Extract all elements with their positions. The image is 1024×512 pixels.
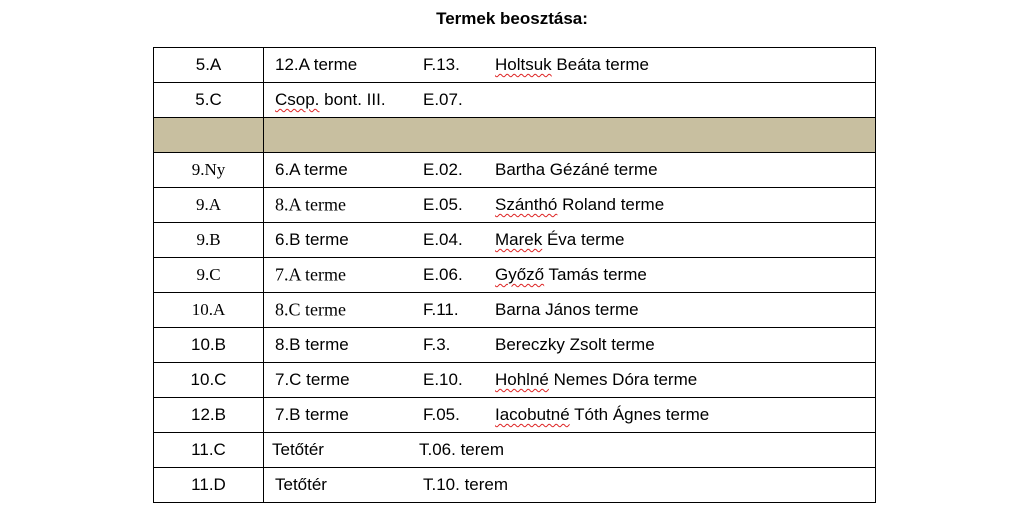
room-code: E.05. bbox=[423, 195, 463, 214]
room-cell bbox=[264, 468, 876, 503]
teacher-room bbox=[495, 405, 709, 425]
teacher-rest: Tamás terme bbox=[544, 265, 647, 284]
room-code: E.02. bbox=[423, 160, 463, 179]
room-name: 7.C terme bbox=[275, 370, 350, 389]
room-code: F.3. bbox=[423, 335, 451, 354]
table-row bbox=[154, 153, 876, 188]
table-row bbox=[154, 223, 876, 258]
room-name-part: Csop. bbox=[275, 90, 320, 109]
class-cell: 12.B bbox=[154, 398, 264, 433]
class-cell: 9.Ny bbox=[154, 153, 264, 188]
class-cell: 9.A bbox=[154, 188, 264, 223]
table-row bbox=[154, 48, 876, 83]
room-name: 12.A terme bbox=[275, 55, 358, 74]
room-name: Tetőtér bbox=[272, 440, 324, 459]
room-name-rest: bont. III. bbox=[319, 90, 386, 109]
room-cell bbox=[264, 83, 876, 118]
class-cell bbox=[154, 118, 264, 153]
teacher-room bbox=[495, 370, 697, 390]
room-name: 6.A terme bbox=[275, 160, 348, 179]
teacher-rest: Éva terme bbox=[542, 230, 625, 249]
room-name: 8.A terme bbox=[275, 194, 346, 215]
teacher-room bbox=[495, 55, 649, 75]
class-cell: 5.A bbox=[154, 48, 264, 83]
room-name bbox=[275, 90, 386, 110]
class-cell: 10.C bbox=[154, 363, 264, 398]
room-name: 6.B terme bbox=[275, 230, 349, 249]
teacher-room: Barna János terme bbox=[495, 300, 639, 319]
room-code: F.13. bbox=[423, 55, 460, 74]
room-cell bbox=[264, 258, 876, 293]
table-row bbox=[154, 258, 876, 293]
table-row bbox=[154, 293, 876, 328]
room-cell bbox=[264, 188, 876, 223]
room-cell bbox=[264, 118, 876, 153]
table-row bbox=[154, 363, 876, 398]
room-code: E.04. bbox=[423, 230, 463, 249]
room-code: E.07. bbox=[423, 90, 463, 109]
room-cell bbox=[264, 398, 876, 433]
teacher-room bbox=[495, 230, 624, 250]
room-name: 8.B terme bbox=[275, 335, 349, 354]
room-code: T.10. terem bbox=[423, 475, 509, 494]
teacher-rest: Beáta terme bbox=[551, 55, 650, 74]
table-row bbox=[154, 188, 876, 223]
teacher-surname: Győző bbox=[495, 265, 545, 284]
teacher-surname: Iacobutné bbox=[495, 405, 570, 424]
room-name: 7.B terme bbox=[275, 405, 349, 424]
room-cell bbox=[264, 363, 876, 398]
room-assignment-table bbox=[153, 47, 876, 503]
teacher-room: Bereczky Zsolt terme bbox=[495, 335, 655, 354]
room-code: E.06. bbox=[423, 265, 463, 284]
teacher-surname: Szánthó bbox=[495, 195, 558, 214]
room-code: E.10. bbox=[423, 370, 463, 389]
separator-row bbox=[154, 118, 876, 153]
page-title: Termek beosztása: bbox=[436, 9, 588, 28]
table-row bbox=[154, 83, 876, 118]
room-code: F.11. bbox=[423, 300, 459, 319]
class-cell: 10.A bbox=[154, 293, 264, 328]
teacher-rest: Tóth Ágnes terme bbox=[569, 405, 710, 424]
table-row bbox=[154, 398, 876, 433]
room-cell bbox=[264, 48, 876, 83]
teacher-room: Bartha Gézáné terme bbox=[495, 160, 658, 179]
teacher-surname: Marek bbox=[495, 230, 543, 249]
teacher-rest: Nemes Dóra terme bbox=[548, 370, 698, 389]
room-cell bbox=[264, 223, 876, 258]
class-cell: 11.D bbox=[154, 468, 264, 503]
room-name: Tetőtér bbox=[275, 475, 327, 494]
room-cell bbox=[264, 153, 876, 188]
room-name: 7.A terme bbox=[275, 264, 346, 285]
class-cell: 10.B bbox=[154, 328, 264, 363]
table-row bbox=[154, 433, 876, 468]
class-cell: 11.C bbox=[154, 433, 264, 468]
teacher-room bbox=[495, 195, 664, 215]
class-cell: 5.C bbox=[154, 83, 264, 118]
table-row bbox=[154, 468, 876, 503]
room-cell bbox=[264, 293, 876, 328]
room-cell bbox=[264, 328, 876, 363]
teacher-surname: Holtsuk bbox=[495, 55, 552, 74]
teacher-rest: Roland terme bbox=[557, 195, 665, 214]
room-code: F.05. bbox=[423, 405, 460, 424]
teacher-surname: Hohlné bbox=[495, 370, 549, 389]
room-cell bbox=[264, 433, 876, 468]
table-row bbox=[154, 328, 876, 363]
teacher-room bbox=[495, 265, 647, 285]
room-code: T.06. terem bbox=[419, 440, 505, 459]
class-cell: 9.C bbox=[154, 258, 264, 293]
room-name: 8.C terme bbox=[275, 299, 346, 320]
class-cell: 9.B bbox=[154, 223, 264, 258]
